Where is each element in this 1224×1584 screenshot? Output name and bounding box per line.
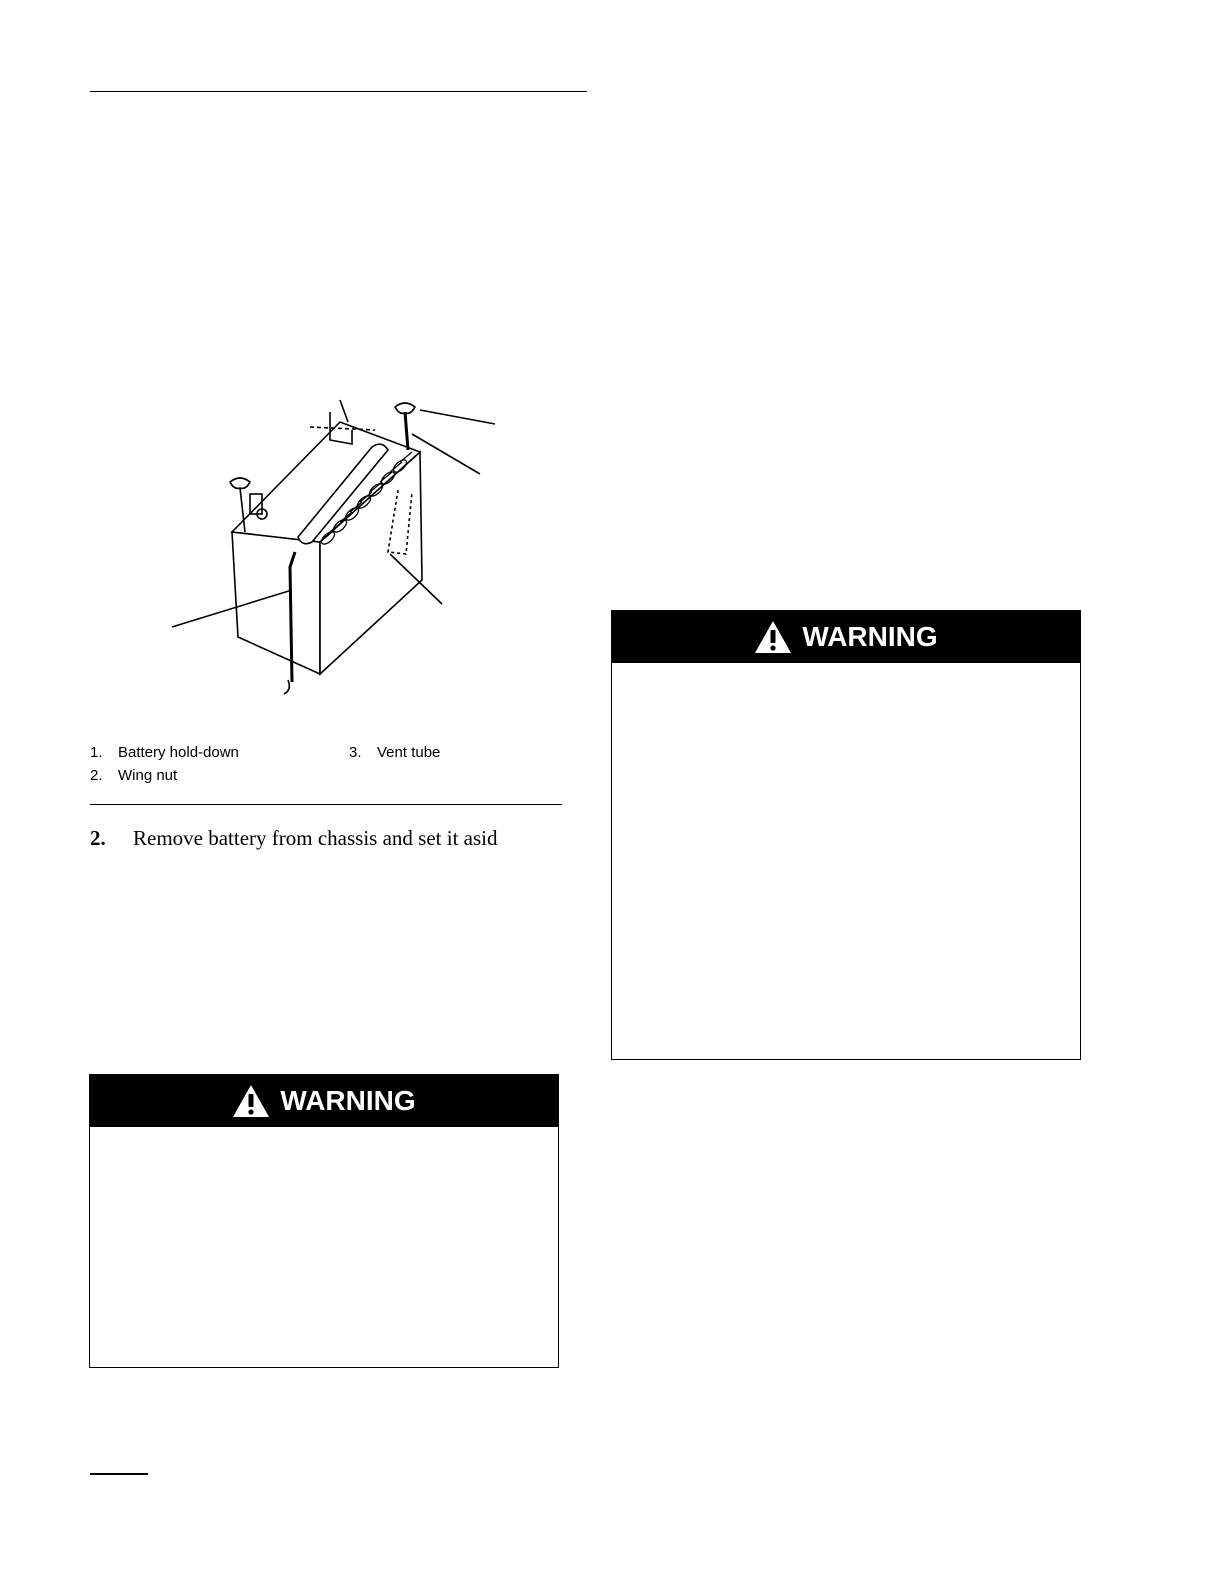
step-number: 2. [90, 826, 106, 850]
warning-box-right [611, 610, 1081, 1060]
legend-item-2 [90, 767, 177, 784]
battery-illustration [150, 392, 510, 712]
warning-header [612, 611, 1080, 663]
warning-title: WARNING [280, 1085, 416, 1116]
legend-item-1 [90, 744, 239, 761]
figure-bottom-rule [90, 804, 562, 805]
step-2 [90, 826, 498, 851]
legend-label: Battery hold-down [118, 744, 239, 761]
alert-triangle-icon [232, 1084, 270, 1118]
warning-header [90, 1075, 558, 1127]
legend-number: 3. [349, 744, 362, 761]
legend-number: 2. [90, 767, 103, 784]
footer-rule [90, 1473, 148, 1475]
warning-box-left [89, 1074, 559, 1368]
legend-label: Wing nut [118, 767, 178, 784]
alert-triangle-icon [754, 620, 792, 654]
top-rule [90, 91, 587, 92]
warning-title: WARNING [802, 621, 938, 652]
legend-item-3 [349, 744, 440, 761]
legend-number: 1. [90, 744, 103, 761]
step-text: Remove battery from chassis and set it asid [133, 826, 498, 850]
legend-label: Vent tube [377, 744, 441, 761]
